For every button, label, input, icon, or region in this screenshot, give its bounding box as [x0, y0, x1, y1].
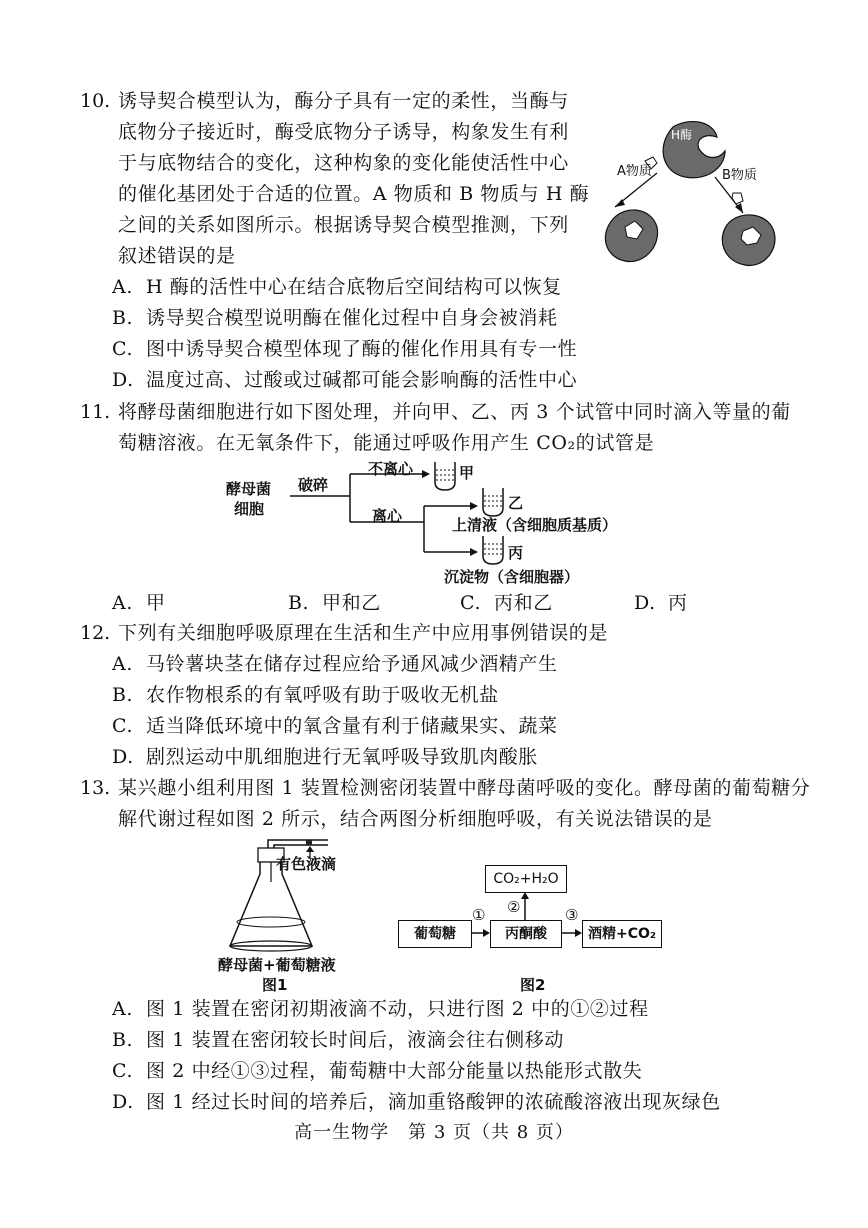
- question-number: 10.: [80, 90, 111, 112]
- question-number: 12.: [80, 622, 111, 644]
- step-1-label: ①: [472, 906, 486, 924]
- option-d: D. 温度过高、过酸或过碱都可能会影响酶的活性中心: [112, 369, 578, 391]
- option-c: C. 图中诱导契合模型体现了酶的催化作用具有专一性: [112, 338, 578, 360]
- tube-jia-label: 甲: [459, 464, 475, 482]
- question-text-line: 底物分子接近时，酶受底物分子诱导，构象发生有利: [118, 121, 569, 143]
- figure-2-caption: 图2: [520, 976, 546, 994]
- question-text-line: 将酵母菌细胞进行如下图处理，并向甲、乙、丙 3 个试管中同时滴入等量的葡: [118, 401, 791, 423]
- substrate-a-label: A物质: [617, 164, 652, 179]
- option-b: B. 甲和乙: [288, 592, 381, 614]
- option-d: D. 丙: [634, 592, 688, 614]
- anaerobic-product-box: 酒精+CO₂: [582, 920, 662, 948]
- step-3-label: ③: [565, 906, 579, 924]
- flask-apparatus: [220, 834, 340, 954]
- droplet-label: 有色液滴: [276, 855, 337, 873]
- question-text-line: 某兴趣小组利用图 1 装置检测密闭装置中酵母菌呼吸的变化。酵母菌的葡萄糖分: [118, 777, 811, 799]
- substrate-b-shape: [732, 193, 743, 204]
- break-label: 破碎: [298, 476, 329, 494]
- question-text-line: 之间的关系如图所示。根据诱导契合模型推测，下列: [118, 214, 569, 236]
- enzyme-h-label: H酶: [671, 128, 693, 142]
- question-text-line: 于与底物结合的变化，这种构象的变化能使活性中心: [118, 152, 569, 174]
- option-a: A. 甲: [112, 592, 166, 614]
- page-footer: 高一生物学 第 3 页（共 8 页）: [294, 1122, 574, 1143]
- option-c: C. 丙和乙: [460, 592, 553, 614]
- option-b: B. 农作物根系的有氧呼吸有助于吸收无机盐: [112, 684, 499, 706]
- aerobic-product-box: CO₂+H₂O: [485, 865, 567, 893]
- centrifuge-label: 离心: [372, 507, 403, 525]
- substrate-b-label: B物质: [722, 168, 757, 183]
- question-text-line: 的催化基团处于合适的位置。A 物质和 B 物质与 H 酶: [118, 183, 590, 205]
- question-text-line: 解代谢过程如图 2 所示，结合两图分析细胞呼吸，有关说法错误的是: [118, 808, 713, 830]
- precipitate-label: 沉淀物（含细胞器）: [444, 568, 580, 586]
- test-tube-jia: [433, 462, 457, 492]
- question-text-line: 叙述错误的是: [118, 245, 236, 267]
- test-tube-bing: [481, 536, 505, 566]
- pyruvate-box: 丙酮酸: [490, 920, 562, 948]
- flask-content-label: 酵母菌+葡萄糖液: [218, 956, 336, 974]
- question-text-line: 下列有关细胞呼吸原理在生活和生产中应用事例错误的是: [118, 622, 609, 644]
- option-a: A. 图 1 装置在密闭初期液滴不动，只进行图 2 中的①②过程: [112, 998, 649, 1020]
- figure-1-caption: 图1: [262, 976, 288, 994]
- question-number: 11.: [80, 401, 111, 423]
- glucose-box: 葡萄糖: [398, 920, 472, 948]
- no-centrifuge-label: 不离心: [368, 460, 414, 478]
- option-a: A. 马铃薯块茎在储存过程应给予通风减少酒精产生: [112, 653, 558, 675]
- option-b: B. 诱导契合模型说明酶在催化过程中自身会被消耗: [112, 307, 558, 329]
- option-c: C. 图 2 中经①③过程，葡萄糖中大部分能量以热能形式散失: [112, 1060, 643, 1082]
- yeast-cell-label-1: 酵母菌: [226, 480, 272, 498]
- step-2-label: ②: [507, 898, 521, 916]
- enzyme-diagram: [595, 115, 795, 285]
- option-d: D. 图 1 经过长时间的培养后，滴加重铬酸钾的浓硫酸溶液出现灰绿色: [112, 1091, 721, 1113]
- tube-bing-label: 丙: [508, 544, 524, 562]
- option-b: B. 图 1 装置在密闭较长时间后，液滴会往右侧移动: [112, 1029, 564, 1051]
- tube-yi-label: 乙: [508, 494, 524, 512]
- option-d: D. 剧烈运动中肌细胞进行无氧呼吸导致肌肉酸胀: [112, 746, 539, 768]
- option-c: C. 适当降低环境中的氧含量有利于储藏果实、蔬菜: [112, 715, 558, 737]
- question-number: 13.: [80, 777, 111, 799]
- question-text-line: 诱导契合模型认为，酶分子具有一定的柔性，当酶与: [118, 90, 569, 112]
- question-text-line: 萄糖溶液。在无氧条件下，能通过呼吸作用产生 CO₂的试管是: [118, 432, 655, 454]
- supernatant-label: 上清液（含细胞质基质）: [452, 516, 618, 534]
- option-a: A. H 酶的活性中心在结合底物后空间结构可以恢复: [112, 276, 562, 298]
- yeast-cell-label-2: 细胞: [234, 500, 265, 518]
